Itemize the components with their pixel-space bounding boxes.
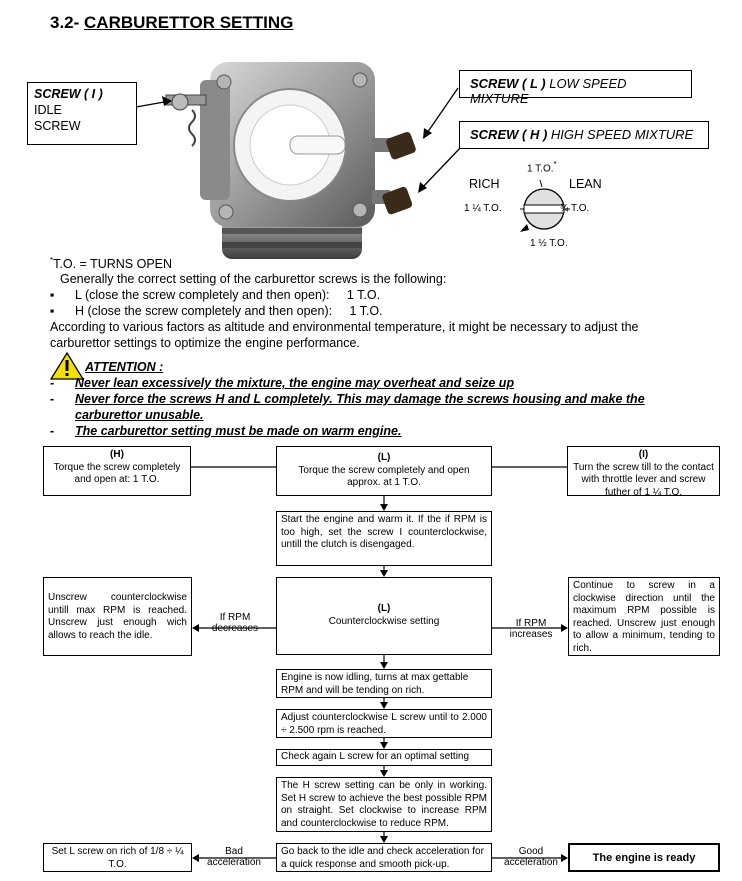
flow-engine-ready: The engine is ready <box>568 843 720 872</box>
flow-box-l-title: (L) <box>377 452 391 463</box>
idle-screw-line-1: IDLE <box>34 103 62 117</box>
paragraph-line-2: carburettor settings to optimize the engine performance. <box>50 336 360 350</box>
turns-open-note: *T.O. = TURNS OPEN <box>50 256 173 272</box>
bullet-l: ▪ L (close the screw completely and then open): 1 T.O. <box>75 287 380 303</box>
flow-box-h-title: (H) <box>110 449 124 460</box>
flow-box-l-text: Torque the screw completely and open approx. at 1 T.O. <box>298 464 470 488</box>
flow-start-engine: Start the engine and warm it. If the if RPM is too high, set the screw I counterclockwise, untill the clutch is disengaged. <box>276 511 492 566</box>
dial-rich-label: RICH <box>469 177 500 191</box>
low-screw-desc: LOW SPEED MIXTURE <box>470 76 627 106</box>
flow-adjust: Adjust counterclockwise L screw until to 2.000 ÷ 2.500 rpm is reached. <box>276 709 492 738</box>
dial-bottom-label: 1 ½ T.O. <box>530 238 568 249</box>
flow-box-l <box>276 446 492 496</box>
high-screw-label: SCREW ( H ) <box>470 127 548 142</box>
high-screw-desc: HIGH SPEED MIXTURE <box>550 127 694 142</box>
flow-idling: Engine is now idling, turns at max gettable RPM and will be tending on rich. <box>276 669 492 698</box>
section-title: CARBURETTOR SETTING <box>84 13 294 32</box>
flow-box-h-text: Torque the screw completely and open at: 1 T.O. <box>53 461 181 485</box>
if-rpm-increases: If RPM increases <box>509 618 553 640</box>
flow-box-h <box>43 446 191 496</box>
flow-center-text: Counterclockwise setting <box>328 615 440 627</box>
attention-item-1: - Never lean excessively the mixture, the engine may overheat and seize up <box>75 375 514 391</box>
flow-box-i-text: Turn the screw till to the contact with throttle lever and screw futher of 1 ¼ T.O. <box>573 461 714 498</box>
flow-check-again: Check again L screw for an optimal setting <box>276 749 492 766</box>
attention-item-2: - Never force the screws H and L completely. This may damage the screws housing and make the <box>75 391 692 407</box>
dial-top-label: 1 T.O.* <box>527 160 557 175</box>
attention-title: ATTENTION : <box>85 360 164 374</box>
flow-box-i <box>567 446 720 496</box>
attention-item-3: - The carburettor setting must be made on warm engine. <box>75 423 401 439</box>
idle-screw-label: SCREW ( I ) <box>34 87 103 101</box>
idle-screw-line-2: SCREW <box>34 119 81 133</box>
bullet-h: ▪ H (close the screw completely and then open): 1 T.O. <box>75 303 383 319</box>
low-screw-label: SCREW ( L ) <box>470 76 546 91</box>
paragraph-line-1: According to various factors as altitude and environmental temperature, it might be necessary to adjust the <box>50 320 639 334</box>
flow-go-back: Go back to the idle and check acceleration for a quick response and smooth pick-up. <box>276 843 492 872</box>
intro-text: Generally the correct setting of the carburettor screws is the following: <box>60 272 447 286</box>
flow-center-title: (L) <box>377 603 391 614</box>
flow-set-rich: Set L screw on rich of 1/8 ÷ ¼ T.O. <box>43 843 192 872</box>
flow-unscrew-box: Unscrew counterclockwise untill max RPM is reached. Unscrew just enough wich allows to reach the idle. <box>43 577 192 656</box>
flow-box-i-title: (I) <box>638 449 649 460</box>
dial-right-label: ¾ T.O. <box>560 203 590 214</box>
flow-continue-box: Continue to screw in a clockwise direction until the maximum RPM possible is reached. Unscrew just enough to allow a minimum, tending to rich. <box>568 577 720 656</box>
section-number: 3.2- <box>50 13 80 32</box>
if-rpm-decreases: If RPM decreases <box>211 612 259 634</box>
attention-item-2-cont: carburettor unusable. <box>75 408 204 422</box>
dial-left-label: 1 ¼ T.O. <box>464 203 502 214</box>
bad-acceleration: Bad acceleration <box>207 846 261 868</box>
dial-lean-label: LEAN <box>569 177 602 191</box>
flow-counterclockwise <box>276 577 492 655</box>
good-acceleration: Good acceleration <box>504 846 558 868</box>
flow-h-screw: The H screw setting can be only in working. Set H screw to achieve the best possible RPM on straight. Set clockwise to increase RPM and counterclockwise to reduce RPM. <box>276 777 492 832</box>
